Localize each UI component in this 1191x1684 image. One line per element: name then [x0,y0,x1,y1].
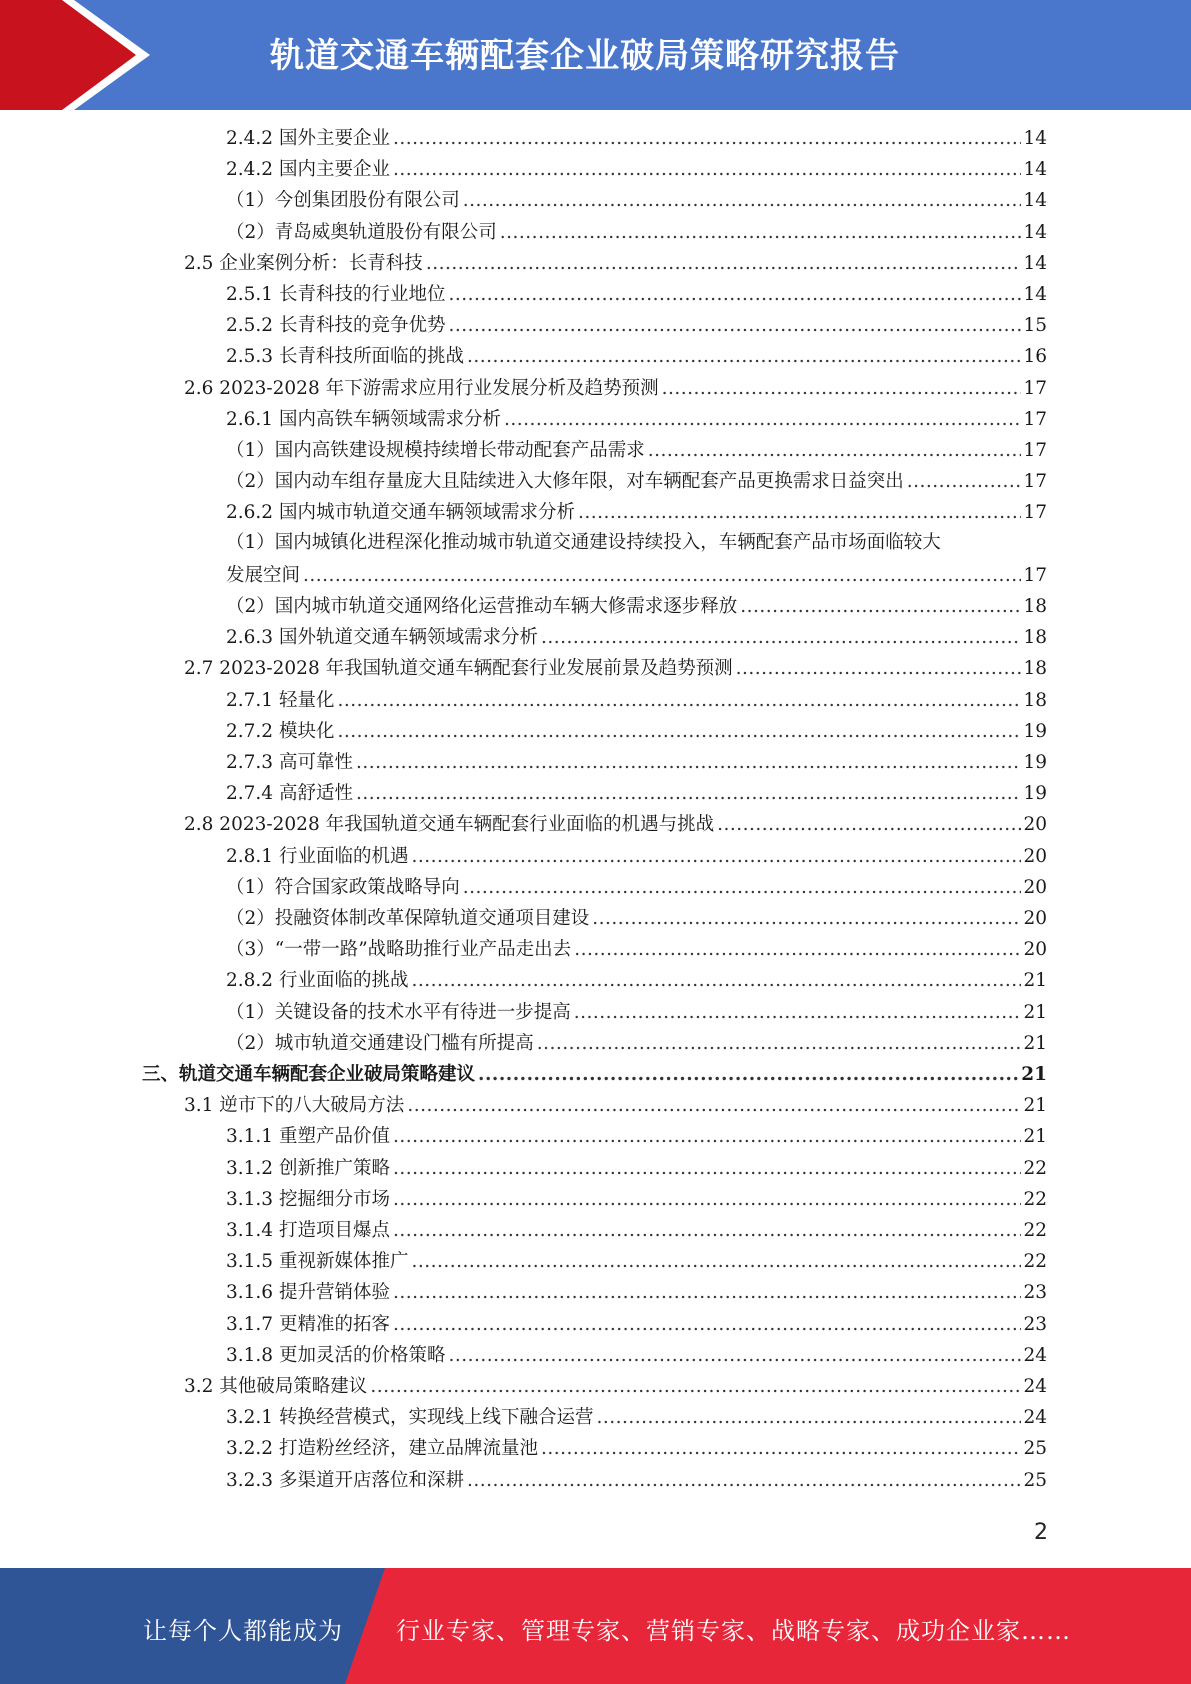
toc-entry[interactable] [226,937,1047,961]
toc-dot-leader [370,1376,1021,1398]
toc-entry-text: 2.7.1 轻量化 [226,689,335,711]
toc-entry-text: 2.6.3 国外轨道交通车辆领域需求分析 [226,627,538,649]
toc-page-number: 22 [1023,1251,1047,1273]
toc-entry[interactable] [226,1187,1047,1211]
toc-dot-leader [356,783,1022,805]
toc-entry-text: （2）国内城市轨道交通网络化运营推动车辆大修需求逐步释放 [226,596,738,617]
toc-dot-leader [504,409,1021,431]
toc-entry[interactable] [226,719,1047,743]
toc-entry-text: （3）“一带一路”战略助推行业产品走出去 [226,939,572,961]
toc-page-number: 17 [1023,564,1047,586]
toc-dot-leader [541,627,1021,649]
toc-page-number: 20 [1023,908,1047,929]
toc-entry[interactable] [226,688,1047,712]
toc-page-number: 18 [1023,689,1047,711]
toc-entry[interactable] [226,469,1047,493]
footer-slogan-left: 让每个人都能成为 [143,1617,343,1645]
toc-entry[interactable] [226,1218,1047,1242]
toc-dot-leader [411,1251,1021,1273]
toc-entry-text: 发展空间 [226,564,301,586]
toc-entry[interactable] [226,906,1047,930]
toc-entry[interactable] [226,594,1047,618]
toc-entry[interactable] [226,438,1047,462]
toc-entry-text: 3.1 逆市下的八大破局方法 [184,1095,405,1117]
toc-entry[interactable] [226,282,1047,306]
toc-dot-leader [736,658,1022,680]
toc-page-number: 22 [1023,1157,1047,1179]
toc-entry[interactable] [226,1436,1047,1460]
toc-entry-text: 2.6.2 国内城市轨道交通车辆领域需求分析 [226,502,575,524]
toc-page-number: 22 [1023,1188,1047,1210]
toc-entry-text: 2.5.1 长青科技的行业地位 [226,284,446,305]
toc-dot-leader [574,939,1021,961]
toc-entry-text: 2.4.2 国外主要企业 [226,128,390,149]
toc-dot-leader [411,846,1021,868]
toc-entry-text: 3.1.4 打造项目爆点 [226,1220,390,1241]
toc-entry-text: 3.1.5 重视新媒体推广 [226,1251,409,1273]
toc-page-number: 21 [1021,1064,1047,1085]
toc-page-number: 20 [1023,814,1047,836]
toc-dot-leader [393,128,1021,150]
toc-entry[interactable] [184,376,1047,400]
toc-page-number: 23 [1023,1282,1047,1304]
toc-page-number: 14 [1023,128,1047,149]
toc-entry-text: 2.5.2 长青科技的竞争优势 [226,315,446,337]
toc-page-number: 17 [1023,377,1047,399]
toc-page-number: 17 [1023,471,1047,493]
toc-entry-text: 2.8.2 行业面临的挑战 [226,970,409,992]
toc-entry[interactable] [226,844,1047,868]
toc-page-number: 25 [1023,1438,1047,1460]
toc-entry-text: 2.4.2 国内主要企业 [226,159,390,181]
toc-dot-leader [574,1002,1022,1024]
toc-dot-leader [407,1095,1021,1117]
toc-dot-leader [337,721,1021,743]
toc-dot-leader [393,1189,1021,1211]
toc-entry-text: 3.1.7 更精准的拓客 [226,1313,390,1335]
toc-dot-leader [393,159,1021,181]
toc-page-number: 18 [1023,627,1047,649]
toc-entry-text: 3.1.3 挖掘细分市场 [226,1188,390,1210]
toc-dot-leader [537,1033,1022,1055]
toc-entry[interactable] [226,126,1047,150]
toc-entry-text: 3.2.1 转换经营模式，实现线上线下融合运营 [226,1407,594,1429]
toc-entry-text: 2.7.3 高可靠性 [226,752,353,773]
toc-entry-text: 2.7.2 模块化 [226,720,335,742]
toc-entry[interactable] [226,750,1047,774]
toc-page-number: 20 [1023,876,1047,898]
toc-dot-leader [907,471,1022,493]
toc-page-number: 21 [1023,1126,1047,1148]
toc-page-number: 23 [1023,1313,1047,1335]
page-number: 2 [1034,1520,1048,1545]
toc-entry-text: 3.1.8 更加灵活的价格策略 [226,1344,446,1366]
toc-entry-text: （2）投融资体制改革保障轨道交通项目建设 [226,908,590,929]
toc-entry-text: （2）青岛威奥轨道股份有限公司 [226,221,497,243]
toc-dot-leader [448,315,1021,337]
toc-entry[interactable] [226,313,1047,337]
toc-entry-text: （1）国内城镇化进程深化推动城市轨道交通建设持续投入，车辆配套产品市场面临较大 [226,531,941,553]
toc-dot-leader [448,284,1021,306]
toc-page-number: 20 [1023,939,1047,961]
toc-page-number: 14 [1023,284,1047,305]
toc-page-number: 16 [1023,346,1047,368]
toc-page-number: 21 [1023,970,1047,992]
toc-dot-leader [662,378,1022,400]
toc-entry[interactable] [226,563,1047,587]
toc-dot-leader [393,1314,1021,1336]
toc-dot-leader [356,752,1022,774]
toc-page-number: 14 [1023,159,1047,181]
toc-entry-text: 2.8 2023-2028 年我国轨道交通车辆配套行业面临的机遇与挑战 [184,814,715,836]
toc-entry[interactable] [184,1093,1047,1117]
toc-entry-text: 3.1.2 创新推广策略 [226,1157,390,1179]
toc-dot-leader [426,253,1022,275]
toc-entry-text: 2.6 2023-2028 年下游需求应用行业发展分析及趋势预测 [184,377,659,399]
toc-entry[interactable] [226,1280,1047,1304]
toc-dot-leader [337,690,1021,712]
toc-entry[interactable] [184,1374,1047,1398]
toc-entry[interactable] [226,1156,1047,1180]
toc-dot-leader [463,190,1022,212]
toc-page-number: 25 [1023,1469,1047,1491]
toc-page-number: 24 [1023,1376,1047,1397]
toc-entry[interactable] [184,812,1047,836]
toc-dot-leader [463,877,1022,899]
toc-entry[interactable] [226,1000,1047,1024]
toc-page-number: 14 [1023,190,1047,212]
toc-entry-text: （1）国内高铁建设规模持续增长带动配套产品需求 [226,440,645,461]
toc-dot-leader [393,1282,1021,1304]
toc-entry[interactable] [226,781,1047,805]
toc-dot-leader [467,346,1021,368]
toc-entry[interactable] [226,625,1047,649]
toc-dot-leader [740,596,1021,618]
toc-page-number: 14 [1023,252,1047,274]
toc-page-number: 18 [1023,596,1047,617]
toc-dot-leader [303,565,1021,587]
toc-entry-text: （1）符合国家政策战略导向 [226,876,460,898]
toc-page-number: 19 [1023,752,1047,773]
toc-dot-leader [478,1064,1019,1086]
toc-entry[interactable] [226,1405,1047,1429]
page-footer [0,1568,1191,1684]
toc-page-number: 14 [1023,221,1047,243]
toc-entry-text: 3.2.2 打造粉丝经济，建立品牌流量池 [226,1438,538,1460]
toc-page-number: 17 [1023,502,1047,524]
toc-entry-text: 2.8.1 行业面临的机遇 [226,845,409,867]
toc-entry[interactable] [226,1468,1047,1492]
footer-slogan-right: 行业专家、管理专家、营销专家、战略专家、成功企业家…… [396,1617,1071,1645]
toc-page-number: 22 [1023,1220,1047,1241]
toc-dot-leader [648,440,1022,462]
toc-dot-leader [411,970,1021,992]
toc-entry-text: 3.1.1 重塑产品价值 [226,1126,390,1148]
toc-dot-leader [592,908,1021,930]
toc-entry[interactable] [226,157,1047,181]
toc-entry-text: （1）关键设备的技术水平有待进一步提高 [226,1001,571,1023]
toc-dot-leader [448,1345,1021,1367]
toc-entry[interactable] [184,656,1047,680]
toc-dot-leader [500,222,1022,244]
toc-dot-leader [467,1470,1021,1492]
toc-entry-text: 3.2.3 多渠道开店落位和深耕 [226,1469,464,1491]
toc-entry-text: 2.5.3 长青科技所面临的挑战 [226,346,464,368]
toc-page-number: 24 [1023,1407,1047,1429]
toc-page-number: 19 [1023,783,1047,805]
toc-page-number: 15 [1023,315,1047,337]
toc-entry-text: 2.7.4 高舒适性 [226,783,353,805]
toc-page-number: 20 [1023,845,1047,867]
toc-dot-leader [393,1126,1021,1148]
toc-dot-leader [717,814,1021,836]
toc-entry[interactable] [226,968,1047,992]
toc-entry[interactable] [142,1062,1047,1086]
toc-entry[interactable] [226,220,1047,244]
toc-entry-text: 三、轨道交通车辆配套企业破局策略建议 [142,1064,476,1085]
toc-dot-leader [578,502,1021,524]
toc-page-number: 19 [1023,720,1047,742]
toc-entry[interactable] [226,1124,1047,1148]
toc-page-number: 21 [1023,1032,1047,1054]
toc-entry[interactable] [226,407,1047,431]
toc-dot-leader [596,1407,1021,1429]
toc-page-number: 21 [1023,1095,1047,1117]
toc-page-number: 21 [1023,1001,1047,1023]
toc-entry[interactable] [226,1031,1047,1055]
toc-entry[interactable] [226,875,1047,899]
toc-page-number: 18 [1023,658,1047,680]
toc-entry-text: 2.6.1 国内高铁车辆领域需求分析 [226,408,501,430]
toc-entry[interactable] [184,251,1047,275]
toc-entry-text: （2）国内动车组存量庞大且陆续进入大修年限，对车辆配套产品更换需求日益突出 [226,471,904,493]
toc-entry-text: （1）今创集团股份有限公司 [226,190,460,212]
toc-entry-text: 2.7 2023-2028 年我国轨道交通车辆配套行业发展前景及趋势预测 [184,658,733,680]
toc-entry[interactable] [226,188,1047,212]
page-header [0,0,1191,110]
toc-page-number: 17 [1023,440,1047,461]
toc-entry[interactable] [226,1343,1047,1367]
report-title: 轨道交通车辆配套企业破局策略研究报告 [270,36,900,76]
toc-entry[interactable] [226,344,1047,368]
toc-entry-text: 2.5 企业案例分析：长青科技 [184,252,423,274]
toc-entry[interactable] [226,1312,1047,1336]
toc-entry-text: 3.2 其他破局策略建议 [184,1376,368,1397]
toc-page-number: 17 [1023,408,1047,430]
toc-page-number: 24 [1023,1344,1047,1366]
toc-dot-leader [393,1220,1021,1242]
toc-entry[interactable] [226,1249,1047,1273]
toc-entry-text: 3.1.6 提升营销体验 [226,1282,390,1304]
toc-entry[interactable] [226,500,1047,524]
toc-entry-text: （2）城市轨道交通建设门槛有所提高 [226,1032,534,1054]
toc-dot-leader [541,1438,1021,1460]
toc-dot-leader [393,1158,1021,1180]
